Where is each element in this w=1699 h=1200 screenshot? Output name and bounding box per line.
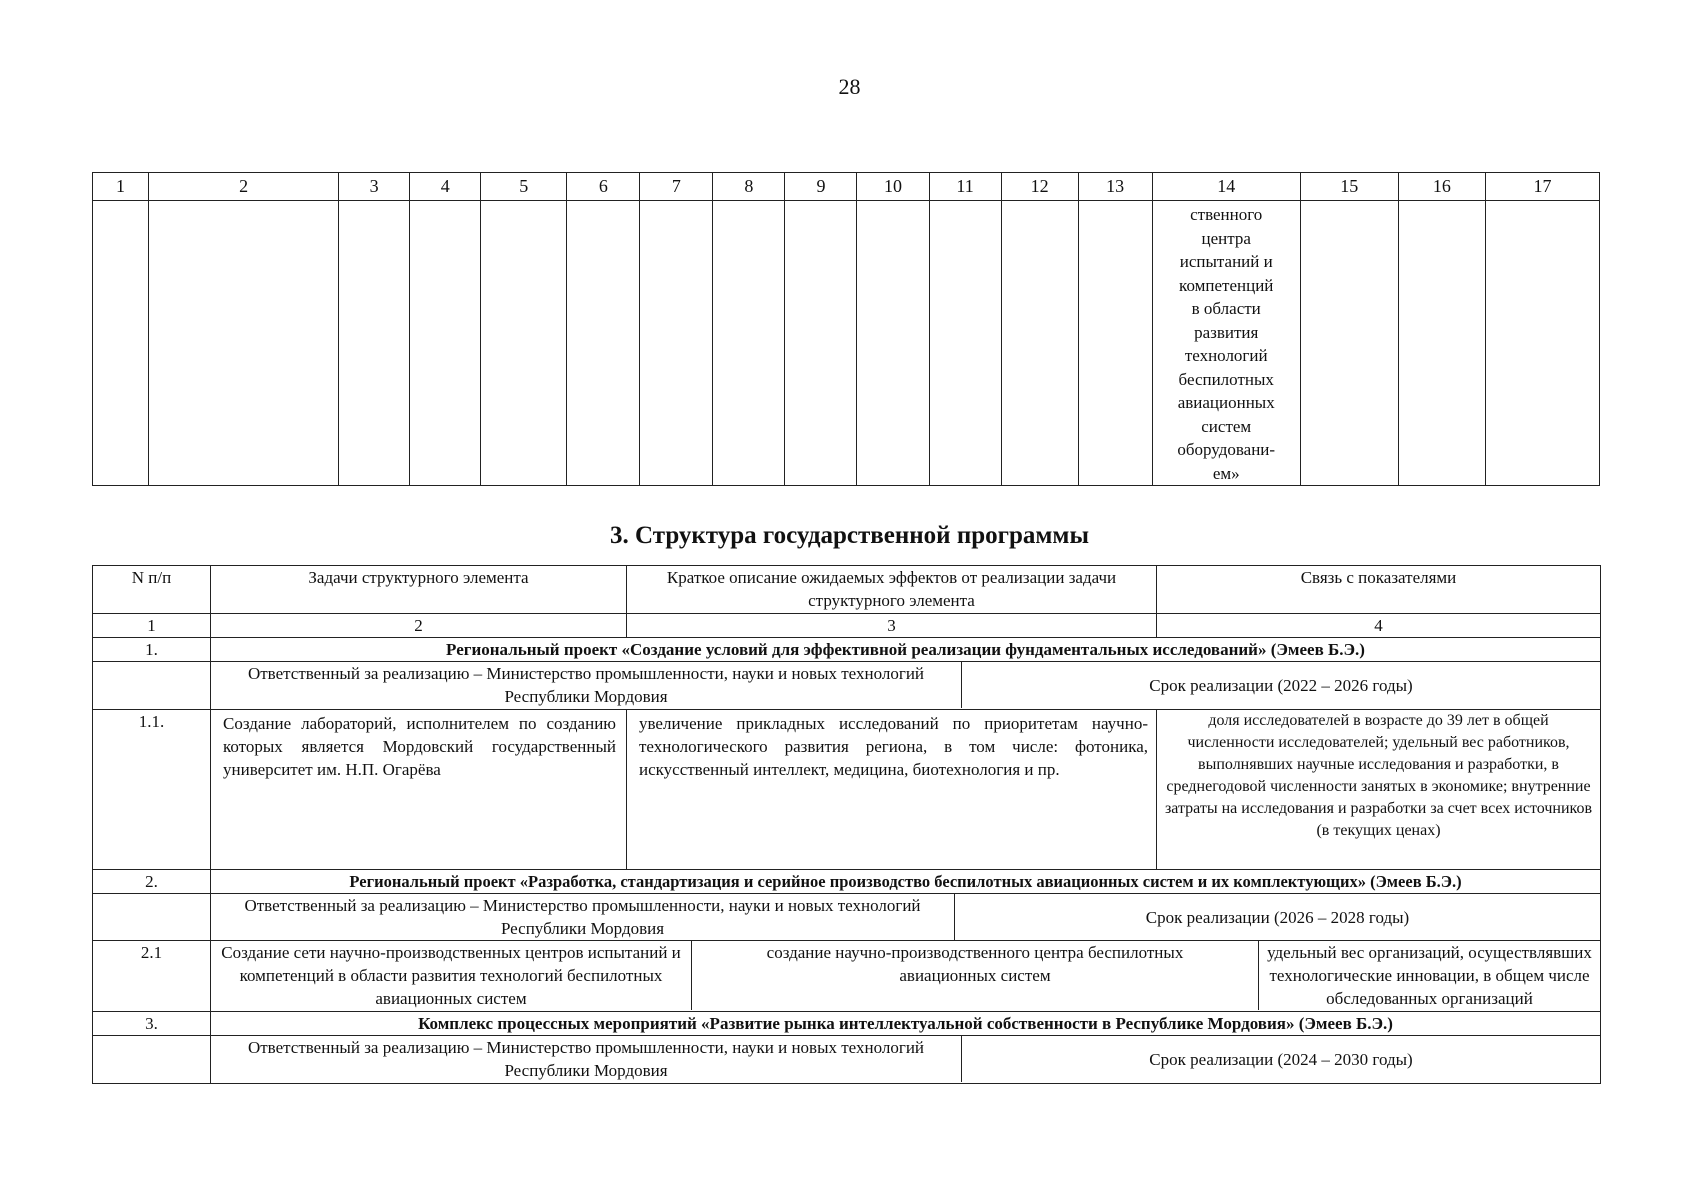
text-line: ем» <box>1212 463 1240 483</box>
row-number: 3. <box>93 1012 211 1036</box>
responsible-cell <box>211 662 1601 710</box>
col-header: 2 <box>149 173 339 201</box>
responsible-row <box>93 894 1601 941</box>
cell <box>93 662 211 710</box>
section-row <box>93 638 1601 662</box>
col-header: 11 <box>929 173 1001 201</box>
col-header-num: N п/п <box>93 566 211 614</box>
col-header: 12 <box>1001 173 1078 201</box>
cell <box>93 1036 211 1084</box>
col-number: 1 <box>93 614 211 638</box>
row-number: 2. <box>93 870 211 894</box>
cell <box>93 201 149 486</box>
task-split-cell <box>211 941 1601 1012</box>
section-row <box>93 1012 1601 1036</box>
cell <box>1078 201 1152 486</box>
col-number: 4 <box>1157 614 1601 638</box>
col-header: 9 <box>785 173 857 201</box>
col-header-link: Связь с показателями <box>1157 566 1601 614</box>
effect-text: создание научно-производственного центра беспилотных авиационных систем <box>692 941 1259 1010</box>
cell <box>713 201 785 486</box>
responsible-row <box>93 1036 1601 1084</box>
section-heading: Региональный проект «Разработка, стандартизация и серийное производство беспилотных авиационных систем и их комплектующих» (Эмеев Б.Э.) <box>211 870 1601 894</box>
text-line: развития <box>1194 322 1259 342</box>
text-line: ственного <box>1190 205 1263 224</box>
responsible-split <box>211 1036 1600 1082</box>
text-line: в области <box>1191 299 1261 318</box>
cell <box>1001 201 1078 486</box>
col-number: 3 <box>627 614 1157 638</box>
col-header: 6 <box>567 173 640 201</box>
section-row <box>93 870 1601 894</box>
row-number: 1. <box>93 638 211 662</box>
section-title: 3. Структура государственной программы <box>610 522 1089 549</box>
term-text: Срок реализации (2022 – 2026 годы) <box>962 662 1601 708</box>
task-text: Создание сети научно-производственных центров испытаний и компетенций в области развития технологий беспилотных авиационных систем <box>211 941 692 1010</box>
structure-table <box>92 565 1601 1084</box>
col-header: 14 <box>1152 173 1300 201</box>
col-header: 8 <box>713 173 785 201</box>
col-header: 15 <box>1300 173 1398 201</box>
col-number: 2 <box>211 614 627 638</box>
indicator-text: доля исследователей в возрасте до 39 лет в общей численности исследователей; удельный вес работников, выполнявших научные исследования и разработки, в среднегодовой численности занятых в экономике; внутренние затраты на исследования и разработки за счет всех источников (в текущих ценах) <box>1157 710 1601 870</box>
responsible-row <box>93 662 1601 710</box>
col14-text <box>1152 201 1300 486</box>
text-line: оборудовани- <box>1177 440 1276 459</box>
cell <box>1398 201 1485 486</box>
col-header: 13 <box>1078 173 1152 201</box>
cell <box>410 201 481 486</box>
text-line: авиационных <box>1177 393 1275 412</box>
header-row <box>93 173 1600 201</box>
cell <box>481 201 567 486</box>
col-header: 3 <box>339 173 410 201</box>
col-header: 4 <box>410 173 481 201</box>
indicator-text: удельный вес организаций, осуществлявших технологические инновации, в общем числе обследованных организаций <box>1259 941 1601 1010</box>
text-line: беспилотных <box>1178 369 1274 389</box>
task-row <box>93 941 1601 1012</box>
responsible-cell <box>211 894 1601 941</box>
term-text: Срок реализации (2026 – 2028 годы) <box>955 894 1601 940</box>
cell <box>339 201 410 486</box>
section-heading: Региональный проект «Создание условий для эффективной реализации фундаментальных исследований» (Эмеев Б.Э.) <box>211 638 1601 662</box>
cell <box>93 894 211 941</box>
cell <box>1300 201 1398 486</box>
continuation-table <box>92 172 1600 486</box>
table-row <box>93 201 1600 486</box>
header-row <box>93 566 1601 614</box>
col-header: 16 <box>1398 173 1485 201</box>
effect-text: увеличение прикладных исследований по приоритетам научно-технологического развития региона, в том числе: фотоника, искусственный интеллект, медицина, биотехнология и пр. <box>627 710 1157 870</box>
responsible-split <box>211 894 1600 940</box>
col-header: 10 <box>857 173 929 201</box>
cell <box>567 201 640 486</box>
responsible-text: Ответственный за реализацию – Министерство промышленности, науки и новых технологий Республики Мордовия <box>211 662 962 708</box>
task-row <box>93 710 1601 870</box>
cell <box>1485 201 1599 486</box>
col-header: 1 <box>93 173 149 201</box>
text-line: систем <box>1201 416 1252 436</box>
row-number: 2.1 <box>93 941 211 1012</box>
section-heading: Комплекс процессных мероприятий «Развитие рынка интеллектуальной собственности в Республике Мордовия» (Эмеев Б.Э.) <box>211 1012 1601 1036</box>
cell <box>149 201 339 486</box>
number-row <box>93 614 1601 638</box>
cell <box>785 201 857 486</box>
cell <box>929 201 1001 486</box>
term-text: Срок реализации (2024 – 2030 годы) <box>962 1036 1601 1082</box>
cell <box>857 201 929 486</box>
task-text: Создание лабораторий, исполнителем по созданию которых является Мордовский государственный университет им. Н.П. Огарёва <box>211 710 627 870</box>
page-number: 28 <box>838 74 861 99</box>
col-header-effects: Краткое описание ожидаемых эффектов от реализации задачи структурного элемента <box>627 566 1157 614</box>
responsible-text: Ответственный за реализацию – Министерство промышленности, науки и новых технологий Республики Мордовия <box>211 1036 962 1082</box>
col-header: 7 <box>640 173 713 201</box>
task-split <box>211 941 1600 1010</box>
text-line: технологий <box>1184 346 1268 365</box>
cell <box>640 201 713 486</box>
col-header: 5 <box>481 173 567 201</box>
text-line: компетенций <box>1179 275 1274 295</box>
row-number: 1.1. <box>93 710 211 870</box>
responsible-cell <box>211 1036 1601 1084</box>
col-header-tasks: Задачи структурного элемента <box>211 566 627 614</box>
responsible-text: Ответственный за реализацию – Министерство промышленности, науки и новых технологий Республики Мордовия <box>211 894 955 940</box>
col-header: 17 <box>1485 173 1599 201</box>
text-line: испытаний и <box>1179 252 1273 271</box>
text-line: центра <box>1201 228 1251 248</box>
responsible-split <box>211 662 1600 708</box>
